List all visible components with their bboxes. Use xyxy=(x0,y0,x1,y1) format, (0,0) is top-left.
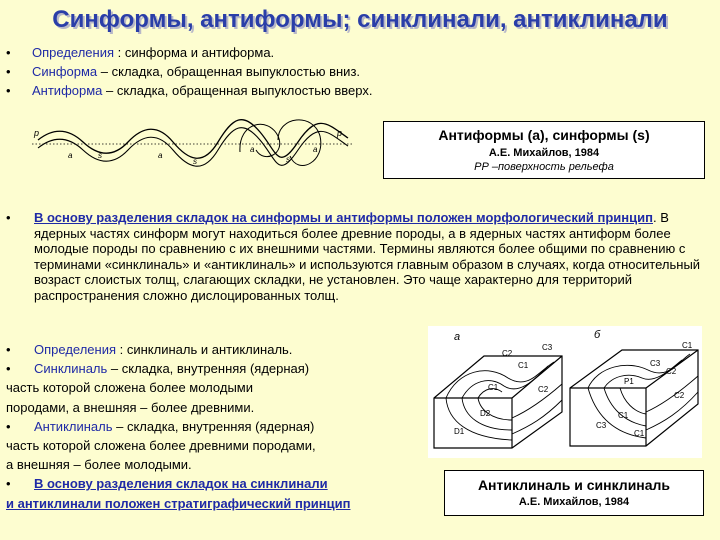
definition-line: породами, а внешняя – более древними. xyxy=(6,399,255,415)
caption-note: РР –поверхность рельефа xyxy=(474,161,614,173)
figure1-caption-box xyxy=(383,121,705,179)
figure-label: а xyxy=(158,151,163,160)
formation-label: С1 xyxy=(488,383,499,392)
fold-block-diagrams xyxy=(428,326,702,458)
figure-label: s xyxy=(98,151,102,160)
definition: – складка, обращенная выпуклостью вверх. xyxy=(102,83,373,98)
term: Синклиналь xyxy=(34,361,108,377)
syncline-anticline-definitions: • Определения : синклиналь и антиклиналь. • Синклиналь – складка, внутренняя (ядерная) часть которой сложена более молодыми породами, а внешняя – более древними. • Антиклиналь – складка, внутренняя (ядерная) часть которой сложена более древними породами, а внешняя – более молодыми. • В основу разделения складок на синклинали и антиклинали положен стратиграфический принцип xyxy=(6,340,426,513)
principle-lead: В основу разделения складок на синформы и антиформы положен морфологический принцип xyxy=(34,210,653,225)
block-label: а xyxy=(454,331,461,343)
fold-layer xyxy=(38,120,348,159)
formation-label: С2 xyxy=(502,349,513,358)
formation-label: С2 xyxy=(538,385,549,394)
figure-label: а xyxy=(250,145,255,154)
figure-label: а xyxy=(313,145,318,154)
definition: : синклиналь и антиклиналь. xyxy=(116,342,293,357)
formation-label: Р1 xyxy=(624,377,634,386)
formation-label: D2 xyxy=(480,409,491,418)
formation-label: С2 xyxy=(674,391,685,400)
block-label: б xyxy=(594,329,601,341)
definition: – складка, обращенная выпуклостью вниз. xyxy=(97,64,361,79)
term: Определения xyxy=(32,45,115,60)
definition-line: часть которой сложена более древними породами, xyxy=(6,438,316,454)
layer-outcrop xyxy=(646,376,698,430)
definition-line: а внешняя – более молодыми. xyxy=(6,457,192,473)
caption-author: А.Е. Михайлов, 1984 xyxy=(518,496,630,508)
caption-title: Антиклиналь и синклиналь xyxy=(477,477,671,493)
strat-principle: и антиклинали положен стратиграфический принцип xyxy=(6,495,351,511)
formation-label: С3 xyxy=(542,343,553,352)
term: Антиформа xyxy=(32,83,103,98)
page-title: Синформы, антиформы; синклинали, антиклинали xyxy=(52,6,668,33)
caption-title: Антиформы (а), синформы (s) xyxy=(438,127,650,143)
top-definitions-list xyxy=(6,43,372,100)
block-diagram-svg xyxy=(428,326,702,458)
definition: – складка, внутренняя (ядерная) xyxy=(107,361,310,377)
definition: – складка, внутренняя (ядерная) xyxy=(112,418,315,434)
formation-label: С3 xyxy=(596,421,607,430)
formation-label: С1 xyxy=(682,341,693,350)
figure-label: s xyxy=(193,157,197,166)
list-item xyxy=(6,43,372,62)
formation-label: С3 xyxy=(650,359,661,368)
figure-label: а xyxy=(68,151,73,160)
definition-line: часть которой сложена более молодыми xyxy=(6,380,253,396)
list-item xyxy=(6,81,372,100)
figure-label: s xyxy=(286,155,290,164)
formation-label: D1 xyxy=(454,427,465,436)
fold-layer xyxy=(278,120,321,166)
formation-label: С2 xyxy=(666,367,677,376)
figure-label: р xyxy=(34,128,40,138)
principle-paragraph: • В основу разделения складок на синформы и антиформы положен морфологический принцип. В ядерных частях синформ могут находиться более древние породы, а в ядерных частях антиформ более молодые породы по сравнению с их внешними частями. Термины являются более общими по сравнению с терминами «синклиналь» и «антиклиналь» и используются главным образом в случаях, когда относительный возраст слоистых толщ, слагающих складки, не установлен. Это чаще характерно для территорий распространения сложно дислоцированных толщ. xyxy=(6,210,701,303)
term: Антиклиналь xyxy=(34,418,113,434)
term: Определения xyxy=(34,342,117,357)
definition: : синформа и антиформа. xyxy=(114,45,275,60)
formation-label: С1 xyxy=(634,429,645,438)
figure-label: р xyxy=(337,128,343,138)
formation-label: С1 xyxy=(618,411,629,420)
strat-principle: В основу разделения складок на синклинали xyxy=(34,476,328,492)
list-item xyxy=(6,62,372,81)
caption-author: А.Е. Михайлов, 1984 xyxy=(488,147,600,159)
formation-label: С1 xyxy=(518,361,529,370)
term: Синформа xyxy=(32,64,98,79)
figure2-caption-box xyxy=(444,470,704,516)
layer-outcrop xyxy=(462,366,548,398)
principle-text: . В ядерных частях синформ могут находиться более древние породы, а в ядерных частях антиформ более молодые породы по сравнению с их внешними частями. Термины являются более общими по сравнению с терминами «синклиналь» и «антиклиналь» и используются главным образом в случаях, когда относительный возраст слоистых толщ, слагающих складки, не установлен. Это чаще характерно для территорий распространения сложно дислоцированных толщ. xyxy=(34,210,701,303)
antiform-synform-sketch xyxy=(28,112,358,192)
